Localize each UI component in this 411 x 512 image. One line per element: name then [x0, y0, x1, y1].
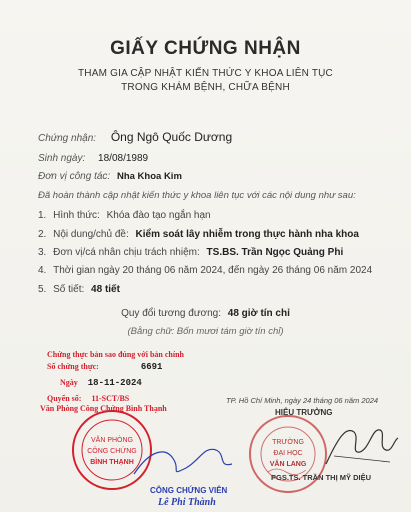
notary-number-label: Số chứng thực: [47, 362, 99, 371]
item-periods [38, 284, 120, 295]
notary-date-value: 18-11-2024 [87, 378, 142, 388]
notary-book-row [47, 394, 129, 403]
notary-seal-line1: VĂN PHÒNG [90, 437, 134, 444]
item-number: 1. [38, 210, 47, 221]
notary-number-row [47, 362, 162, 372]
item-label: Thời gian ngày 20 tháng 06 năm 2024, đến ngày 26 tháng 06 năm 2024 [53, 265, 373, 276]
signature-place-date: TP. Hồ Chí Minh, ngày 24 tháng 06 năm 2024 [226, 396, 379, 405]
notary-number-value: 6691 [140, 362, 163, 372]
item-number: 5. [38, 284, 47, 295]
item-number: 2. [38, 229, 47, 240]
certificate-title: GIẤY CHỨNG NHẬN [110, 38, 301, 59]
certificate-subtitle-line1: THAM GIA CẬP NHẬT KIẾN THỨC Y KHOA LIÊN TỤC [78, 68, 333, 79]
equivalent-in-words: (Bằng chữ: Bốn mươi tám giờ tín chỉ) [127, 326, 284, 337]
equivalent-row [0, 308, 411, 319]
item-label: Hình thức: [53, 210, 100, 221]
notary-date-label: Ngày [60, 378, 78, 387]
recipient-name-value: Ông Ngô Quốc Dương [110, 130, 233, 144]
item-time [38, 265, 372, 276]
recipient-name-row [38, 130, 232, 144]
principal-title: HIỆU TRƯỞNG [275, 408, 333, 417]
recipient-workplace-value: Nha Khoa Kim [116, 171, 182, 182]
school-seal [246, 412, 330, 496]
certificate-subtitle-line2: TRONG KHÁM BỆNH, CHỮA BỆNH [121, 82, 290, 93]
notary-date-row [60, 378, 142, 388]
intro-text: Đã hoàn thành cập nhật kiến thức y khoa liên tục với các nội dung như sau: [38, 190, 356, 201]
school-seal-text-mid: ĐẠI HỌC [273, 450, 303, 457]
item-topic [38, 229, 359, 240]
notary-certified-copy-text: Chứng thực bản sao đúng với bản chính [47, 350, 184, 359]
item-value: Kiểm soát lây nhiễm trong thực hành nha khoa [135, 229, 359, 240]
notary-office-name: Văn Phòng Công Chứng Bình Thạnh [40, 404, 167, 413]
item-number: 3. [38, 247, 47, 258]
notary-signature [130, 440, 240, 484]
notary-signer-name: Lê Phi Thành [158, 497, 216, 508]
item-value: Khóa đào tạo ngắn hạn [106, 210, 211, 221]
equivalent-value: 48 giờ tín chỉ [227, 308, 290, 319]
principal-signature [320, 418, 400, 474]
recipient-workplace-label: Đơn vị công tác: [38, 171, 111, 182]
notary-book-value: 11-SCT/BS [91, 394, 130, 403]
principal-name: PGS.TS. TRẦN THỊ MỸ DIỆU [271, 473, 372, 482]
item-responsible [38, 247, 343, 258]
item-label: Số tiết: [53, 284, 85, 295]
notary-signer-title: CÔNG CHỨNG VIÊN [150, 486, 228, 495]
school-seal-text-bottom: VĂN LANG [269, 461, 307, 468]
item-label: Nội dung/chủ đề: [53, 229, 129, 240]
school-seal-text-top: TRƯỜNG [272, 439, 304, 446]
notary-book-label: Quyển số: [47, 394, 82, 403]
item-label: Đơn vị/cá nhân chịu trách nhiệm: [53, 247, 200, 258]
item-value: 48 tiết [91, 284, 120, 295]
item-format [38, 210, 211, 221]
item-value: TS.BS. Trần Ngọc Quảng Phi [206, 247, 344, 258]
equivalent-label: Quy đổi tương đương: [121, 308, 221, 319]
recipient-workplace-row [38, 171, 182, 182]
item-number: 4. [38, 265, 47, 276]
recipient-dob-label: Sinh ngày: [38, 153, 86, 164]
recipient-dob-row [38, 153, 148, 164]
recipient-dob-value: 18/08/1989 [98, 153, 149, 164]
recipient-name-label: Chứng nhận: [38, 133, 97, 144]
notary-seal-line3: BÌNH THẠNH [90, 459, 134, 466]
notary-seal-line2: CÔNG CHỨNG [87, 448, 137, 455]
